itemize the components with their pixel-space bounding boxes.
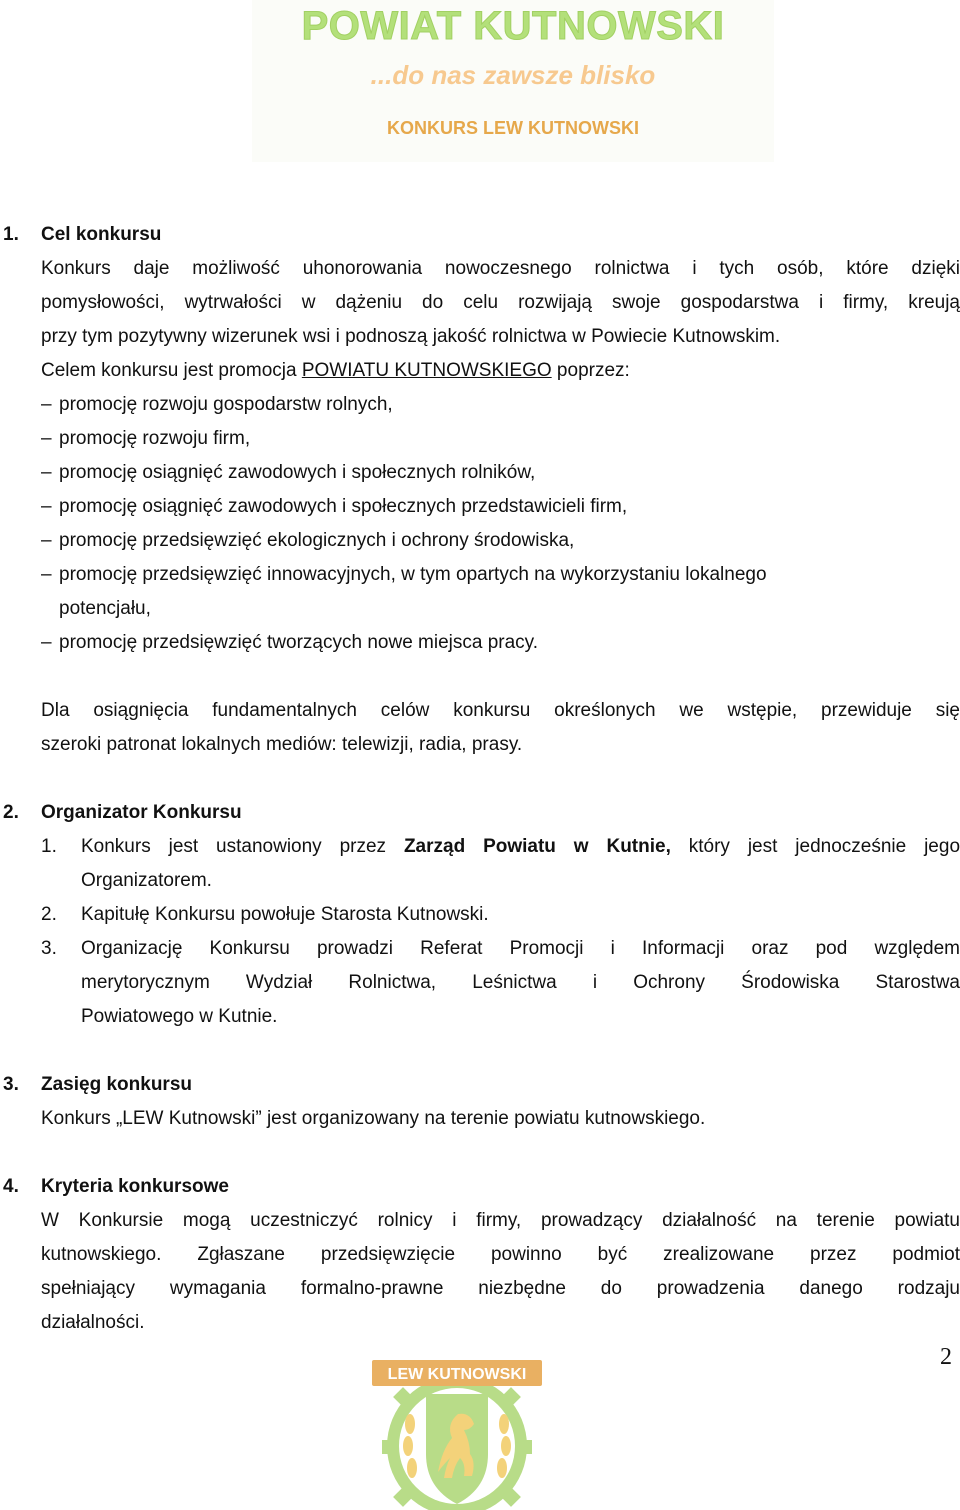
section-3-text: Konkurs „LEW Kutnowski” jest organizowany na terenie powiatu kutnowskiego.: [41, 1108, 706, 1129]
organizer-text-end: który jest jednocześnie jego: [670, 836, 960, 857]
chapter-item-line: Kapitułę Konkursu powołuje Starosta Kutnowski.: [81, 904, 489, 925]
section-4-line: W Konkursie mogą uczestniczyć rolnicy i firmy, prowadzący działalność na terenie powiatu: [41, 1210, 960, 1231]
section-4-line: kutnowskiego. Zgłaszane przedsięwzięcie powinno być zrealizowane przez podmiot: [41, 1244, 960, 1265]
bullet-item: promocję przedsięwzięć tworzących nowe miejsca pracy.: [59, 632, 539, 653]
bullet-item: promocję osiągnięć zawodowych i społecznych rolników,: [59, 462, 536, 483]
bullet-dash: –: [41, 462, 52, 483]
bullet-item: promocję osiągnięć zawodowych i społecznych przedstawicieli firm,: [59, 496, 628, 517]
organization-item-line: merytorycznym Wydział Rolnictwa, Leśnictwa i Ochrony Środowiska Starostwa: [81, 972, 960, 993]
list-number: 2.: [41, 904, 57, 925]
bullet-item: promocję rozwoju firm,: [59, 428, 251, 449]
bullet-dash: –: [41, 394, 52, 415]
section-4-line: spełniający wymagania formalno-prawne niezbędne do prowadzenia danego rodzaju: [41, 1278, 960, 1299]
organizer-text: Konkurs jest ustanowiony przez: [81, 836, 404, 857]
bullet-dash: –: [41, 530, 52, 551]
bullet-item-continuation: potencjału,: [59, 598, 151, 619]
organizer-item-line: Organizatorem.: [81, 870, 212, 891]
organizer-item-line: [81, 830, 960, 864]
organization-item-line: Organizację Konkursu prowadzi Referat Promocji i Informacji oraz pod względem: [81, 938, 960, 959]
header-contest-name: KONKURS LEW KUTNOWSKI: [387, 118, 639, 138]
bullet-dash: –: [41, 496, 52, 517]
media-paragraph-line: Dla osiągnięcia fundamentalnych celów konkursu określonych we wstępie, przewiduje się: [41, 700, 960, 721]
header-title: POWIAT KUTNOWSKI: [301, 4, 725, 48]
section-2-title: Organizator Konkursu: [41, 802, 242, 823]
logo-text: LEW KUTNOWSKI: [387, 1366, 527, 1383]
list-number: 1.: [41, 836, 57, 857]
lew-kutnowski-logo: [366, 1354, 548, 1510]
page-number: 2: [940, 1344, 952, 1370]
media-paragraph-line: szeroki patronat lokalnych mediów: telewizji, radia, prasy.: [41, 734, 523, 755]
organization-item-line: Powiatowego w Kutnie.: [81, 1006, 278, 1027]
section-3-title: Zasięg konkursu: [41, 1074, 192, 1095]
section-1-paragraph-line: pomysłowości, wytrwałości w dążeniu do celu rozwijają swoje gospodarstwa i firmy, kreują: [41, 292, 960, 313]
bullet-dash: –: [41, 564, 52, 585]
purpose-underlined: POWIATU KUTNOWSKIEGO: [301, 360, 552, 381]
purpose-text: Celem konkursu jest promocja: [41, 360, 302, 381]
section-3-number: 3.: [3, 1074, 19, 1095]
section-1-paragraph-line: przy tym pozytywny wizerunek wsi i podnoszą jakość rolnictwa w Powiecie Kutnowskim.: [41, 326, 781, 347]
section-4-number: 4.: [3, 1176, 19, 1197]
bullet-dash: –: [41, 428, 52, 449]
section-2-number: 2.: [3, 802, 19, 823]
section-4-title: Kryteria konkursowe: [41, 1176, 229, 1197]
section-1-paragraph-line: Konkurs daje możliwość uhonorowania nowoczesnego rolnictwa i tych osób, które dzięki: [41, 258, 960, 279]
bullet-dash: –: [41, 632, 52, 653]
bullet-item: promocję przedsięwzięć ekologicznych i ochrony środowiska,: [59, 530, 575, 551]
bullet-item: promocję przedsięwzięć innowacyjnych, w tym opartych na wykorzystaniu lokalnego: [59, 564, 767, 585]
header-slogan: ...do nas zawsze blisko: [370, 60, 656, 90]
section-1-purpose-line: [41, 354, 960, 388]
purpose-text-end: poprzez:: [551, 360, 630, 381]
section-4-line: działalności.: [41, 1312, 145, 1333]
bullet-item: promocję rozwoju gospodarstw rolnych,: [59, 394, 393, 415]
section-1-number: 1.: [3, 224, 19, 245]
organizer-bold: Zarząd Powiatu w Kutnie,: [403, 836, 671, 857]
section-1-title: Cel konkursu: [41, 224, 162, 245]
list-number: 3.: [41, 938, 57, 959]
